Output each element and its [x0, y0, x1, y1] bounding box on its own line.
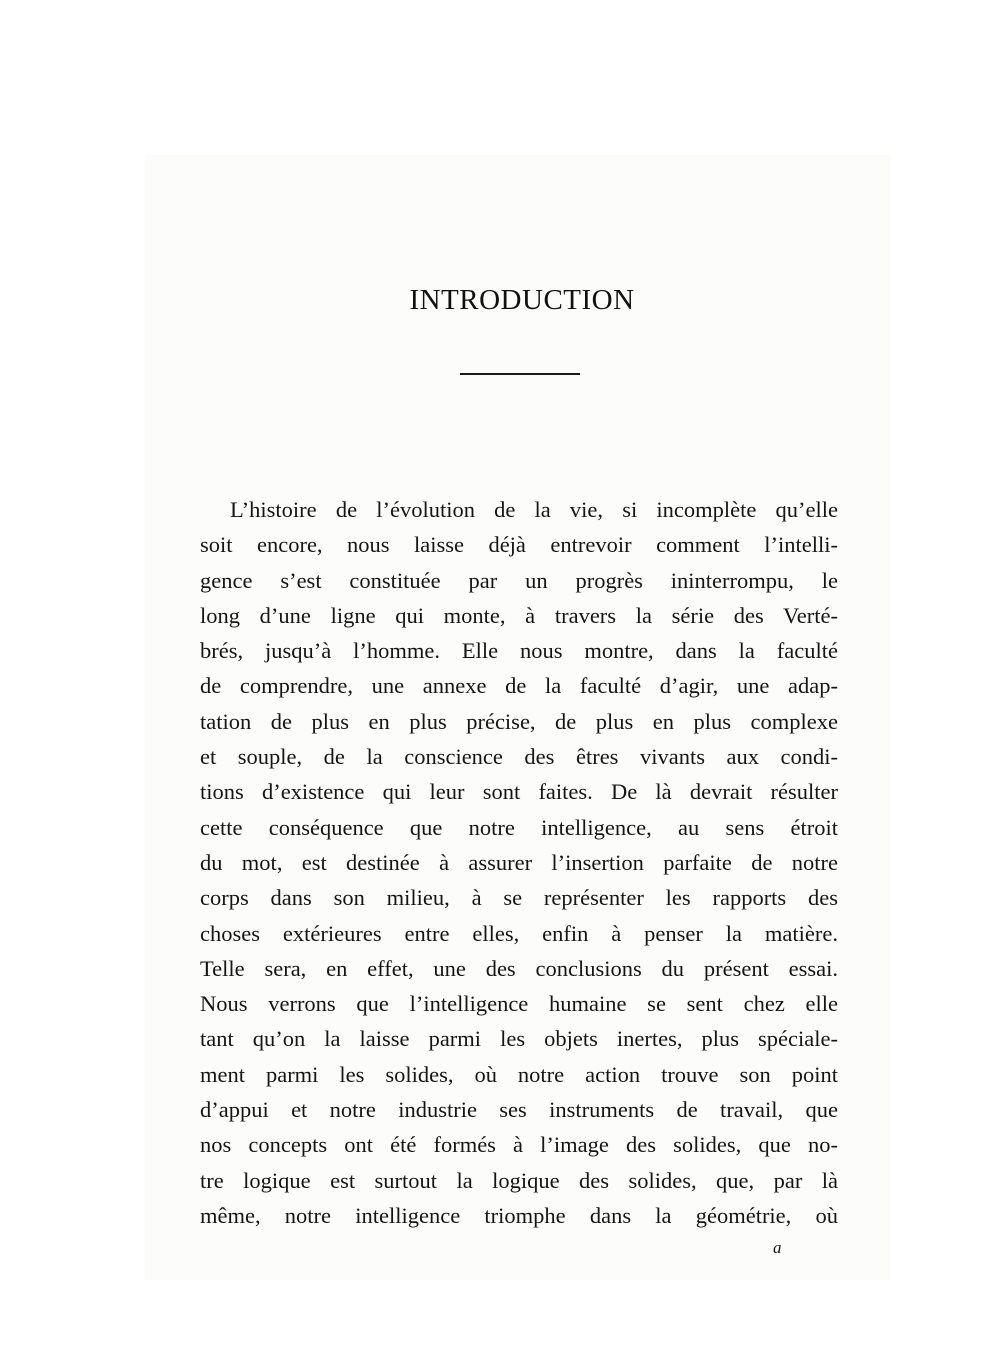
- text-line: tant qu’on la laisse parmi les objets inertes, plus spéciale-: [200, 1026, 838, 1052]
- text-line: brés, jusqu’à l’homme. Elle nous montre, dans la faculté: [200, 638, 838, 664]
- body-paragraph: [200, 492, 838, 1233]
- text-line: tions d’existence qui leur sont faites. De là devrait résulter: [200, 779, 838, 805]
- text-line: long d’une ligne qui monte, à travers la série des Verté-: [200, 602, 838, 628]
- text-line: corps dans son milieu, à se représenter les rapports des: [200, 885, 838, 911]
- text-line: gence s’est constituée par un progrès ininterrompu, le: [200, 567, 838, 593]
- text-line: de comprendre, une annexe de la faculté d’agir, une adap-: [200, 673, 838, 699]
- text-line: cette conséquence que notre intelligence, au sens étroit: [200, 814, 838, 840]
- text-line: ment parmi les solides, où notre action trouve son point: [200, 1061, 838, 1087]
- text-line: Telle sera, en effet, une des conclusions du présent essai.: [200, 955, 838, 981]
- text-line: et souple, de la conscience des êtres vivants aux condi-: [200, 744, 838, 770]
- signature-mark: a: [773, 1238, 782, 1257]
- title-divider: [460, 373, 580, 375]
- text-line: tre logique est surtout la logique des solides, que, par là: [200, 1167, 838, 1193]
- text-line: du mot, est destinée à assurer l’insertion parfaite de notre: [200, 849, 838, 875]
- text-line: choses extérieures entre elles, enfin à penser la matière.: [200, 920, 838, 946]
- text-line: nos concepts ont été formés à l’image des solides, que no-: [200, 1132, 838, 1158]
- chapter-title: INTRODUCTION: [409, 284, 635, 316]
- text-line: même, notre intelligence triomphe dans la géométrie, où: [200, 1202, 838, 1228]
- text-line: soit encore, nous laisse déjà entrevoir comment l’intelli-: [200, 532, 838, 558]
- text-line: tation de plus en plus précise, de plus en plus complexe: [200, 708, 838, 734]
- text-line: L’histoire de l’évolution de la vie, si incomplète qu’elle: [230, 497, 838, 522]
- text-line: d’appui et notre industrie ses instruments de travail, que: [200, 1097, 838, 1123]
- text-line: Nous verrons que l’intelligence humaine se sent chez elle: [200, 991, 838, 1017]
